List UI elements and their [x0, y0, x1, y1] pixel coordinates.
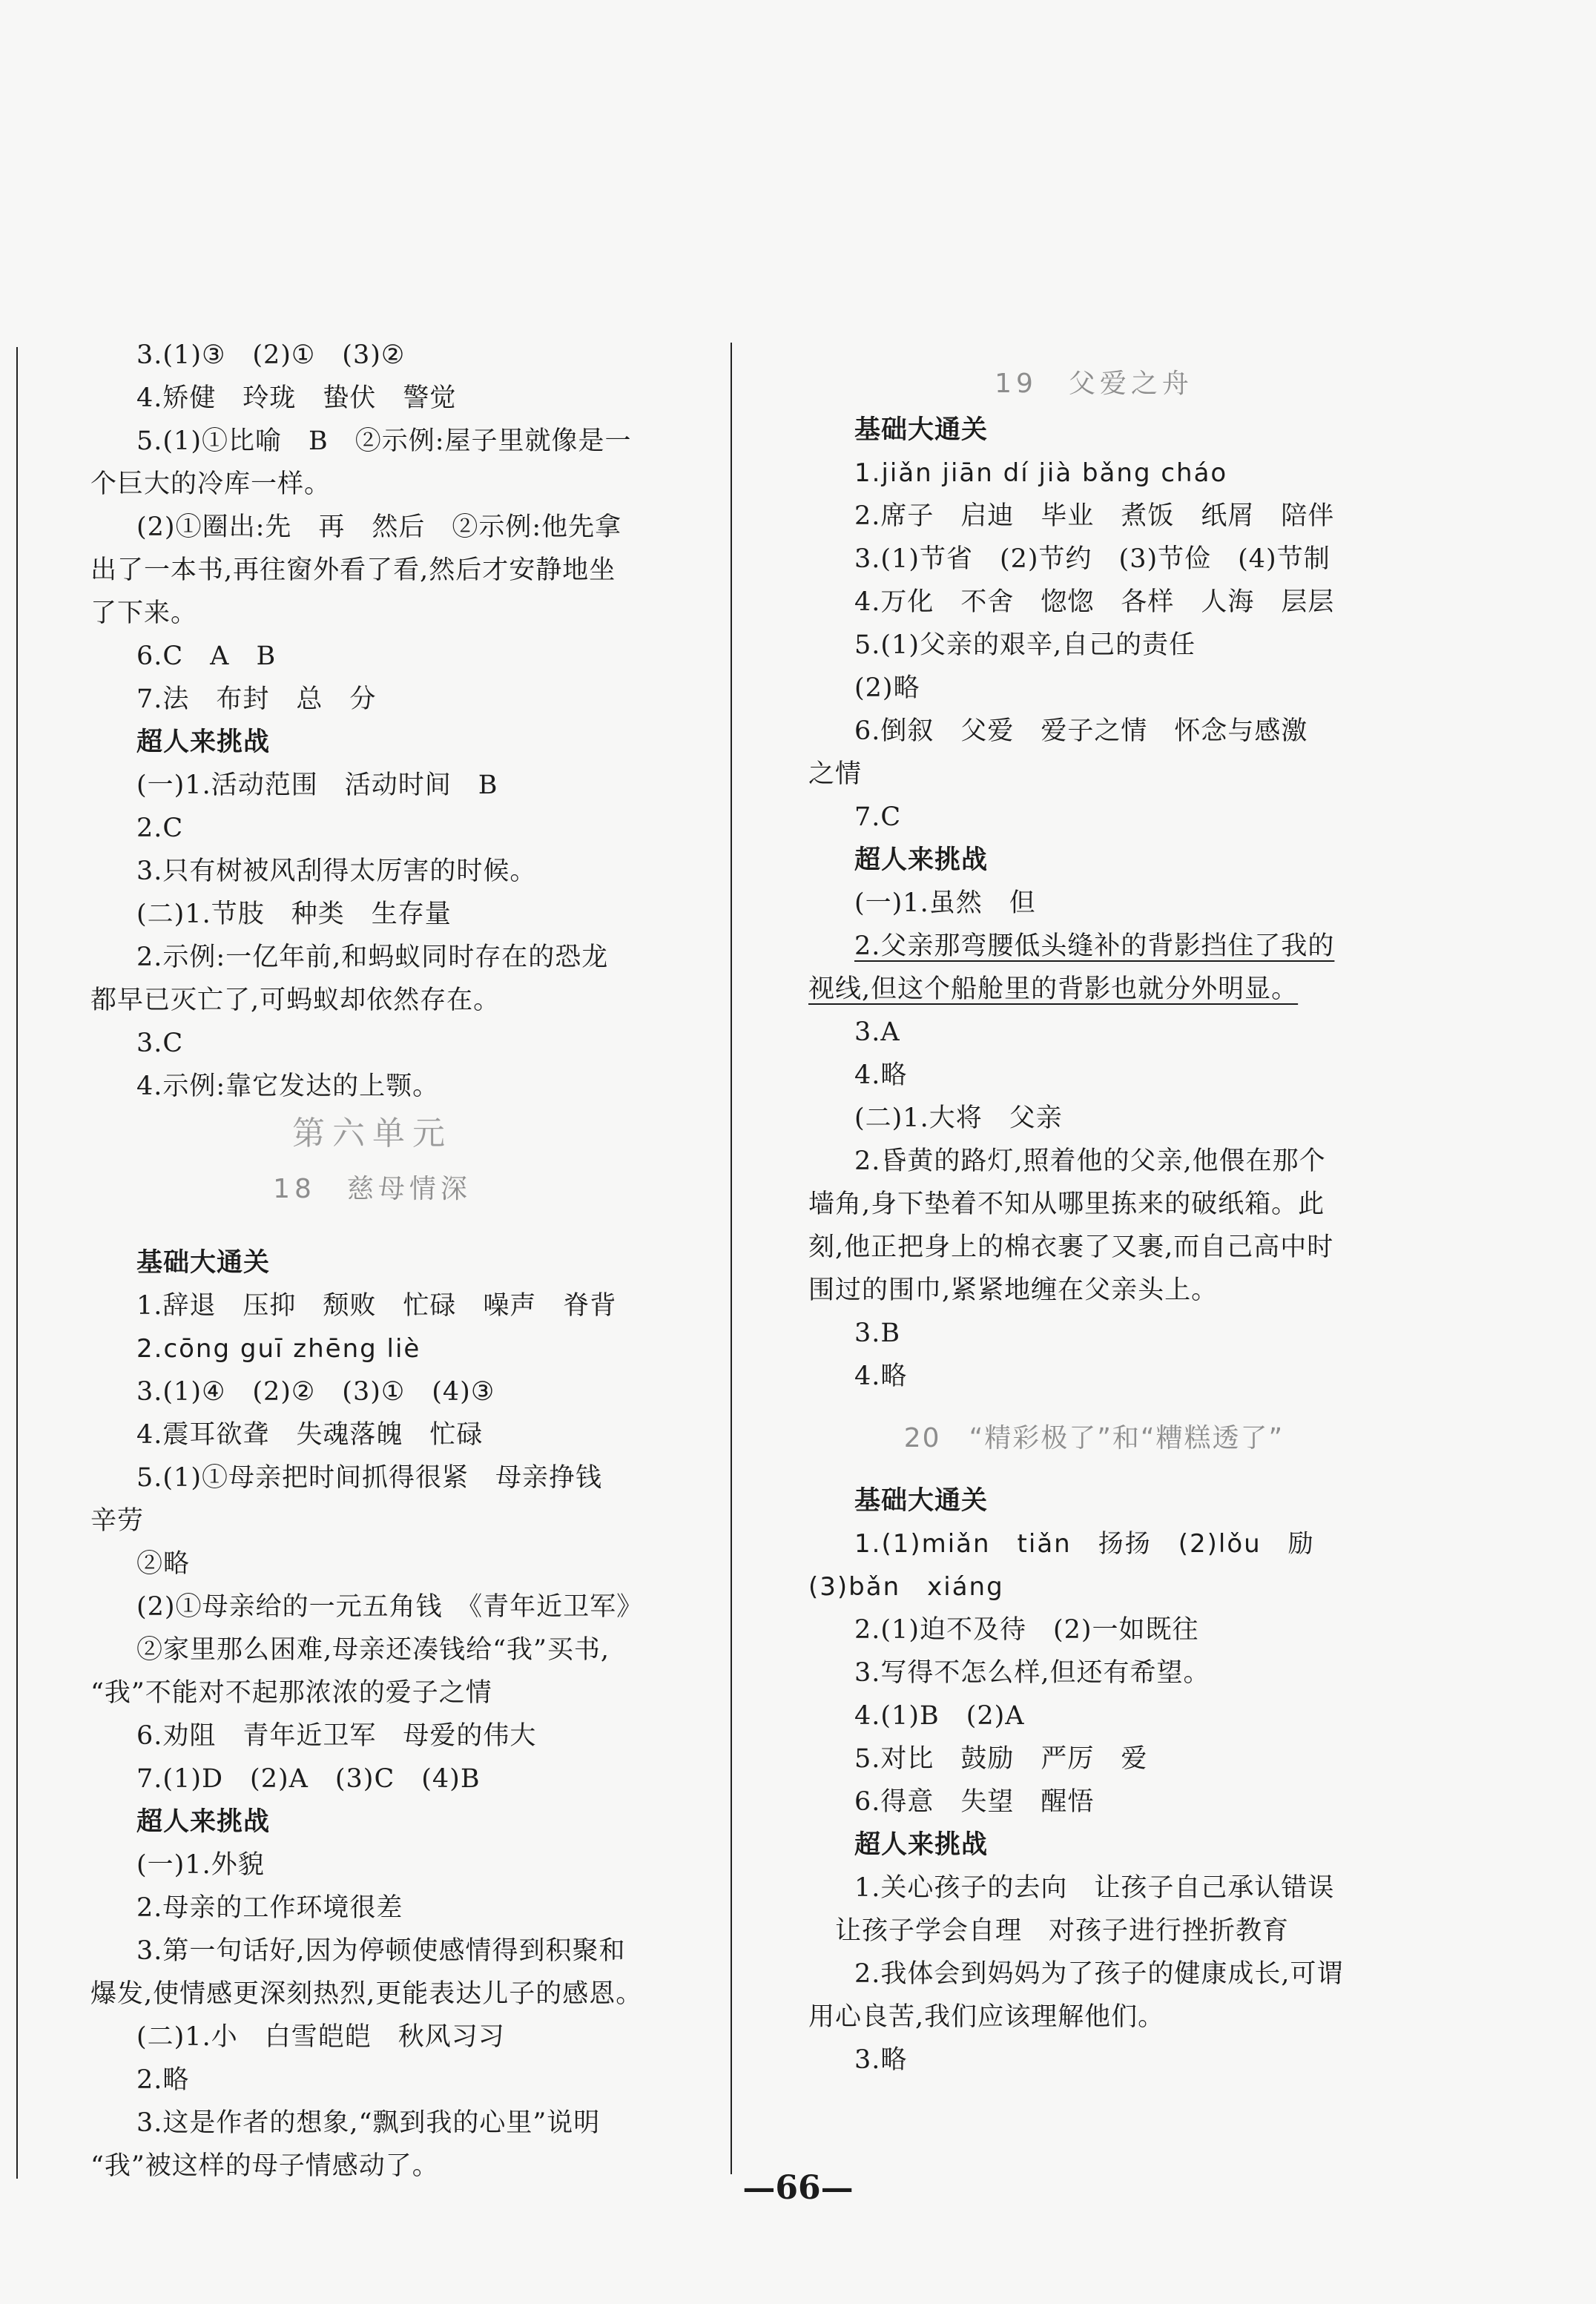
answer-line: 3.这是作者的想象,“飘到我的心里”说明	[136, 2108, 601, 2138]
unit-title: 第六单元	[292, 1115, 452, 1152]
section-heading: 超人来挑战	[854, 845, 989, 875]
answer-line: 1.关心孩子的去向 让孩子自己承认错误	[854, 1873, 1335, 1903]
answer-line: (二)1.节肢 种类 生存量	[136, 900, 452, 929]
answer-line: 3.A	[854, 1017, 900, 1047]
answer-line: 4.略	[854, 1060, 908, 1090]
pinyin-line: 2.cōng guī zhēng liè	[136, 1334, 421, 1364]
answer-line: 3.(1)④ (2)② (3)① (4)③	[136, 1377, 495, 1407]
answer-line: 4.示例:靠它发达的上颚。	[136, 1072, 440, 1101]
lesson-title: 18 慈母情深	[273, 1174, 472, 1204]
answer-line: 3.(1)③ (2)① (3)②	[136, 340, 406, 370]
answer-line: 3.写得不怎么样,但还有希望。	[854, 1658, 1210, 1688]
answer-line: (一)1.活动范围 活动时间 B	[136, 770, 498, 800]
section-heading: 超人来挑战	[136, 1807, 271, 1837]
answer-line: 3.B	[854, 1318, 901, 1348]
answer-line: 3.略	[854, 2045, 908, 2075]
answer-line: 3.第一句话好,因为停顿使感情得到积聚和	[136, 1936, 626, 1966]
answer-line: 2.C	[136, 813, 184, 843]
answer-line: 2.我体会到妈妈为了孩子的健康成长,可谓	[854, 1959, 1344, 1989]
answer-line: 3.只有树被风刮得太厉害的时候。	[136, 856, 537, 886]
answer-line: (二)1.小 白雪皑皑 秋风习习	[136, 2022, 505, 2052]
answer-line: 出了一本书,再往窗外看了看,然后才安静地坐	[90, 555, 616, 585]
answer-line: (一)1.外貌	[136, 1850, 265, 1880]
answer-line: 了下来。	[90, 598, 198, 628]
answer-line: (二)1.大将 父亲	[854, 1103, 1063, 1133]
answer-line: 4.震耳欲聋 失魂落魄 忙碌	[136, 1420, 484, 1450]
answer-line: 2.示例:一亿年前,和蚂蚁同时存在的恐龙	[136, 943, 609, 972]
answer-line: 2.(1)迫不及待 (2)一如既往	[854, 1615, 1199, 1645]
answer-line: 6.C A B	[136, 641, 277, 671]
pinyin-line: 1.jiǎn jiān dí jià bǎng cháo	[854, 458, 1228, 488]
section-heading: 基础大通关	[854, 1486, 989, 1516]
answer-line: 墙角,身下垫着不知从哪里拣来的破纸箱。此	[808, 1189, 1325, 1219]
answer-line: 刻,他正把身上的棉衣裹了又裹,而自己高中时	[808, 1232, 1334, 1262]
answer-line: 6.得意 失望 醒悟	[854, 1787, 1095, 1817]
answer-line: 7.法 布封 总 分	[136, 684, 377, 714]
answer-line: 之情	[808, 759, 863, 789]
answer-line: 7.C	[854, 802, 902, 832]
answer-line: 4.(1)B (2)A	[854, 1701, 1025, 1731]
answer-line: 7.(1)D (2)A (3)C (4)B	[136, 1764, 481, 1794]
answer-line: ②略	[136, 1549, 191, 1579]
answer-line: 围过的围巾,紧紧地缠在父亲头上。	[808, 1275, 1219, 1305]
answer-line: ②家里那么困难,母亲还凑钱给“我”买书,	[136, 1635, 610, 1665]
answer-line: 5.对比 鼓励 严厉 爱	[854, 1744, 1148, 1774]
answer-line: 个巨大的冷库一样。	[90, 469, 332, 499]
lesson-title: 19 父爱之舟	[995, 369, 1193, 399]
section-heading: 超人来挑战	[854, 1830, 989, 1860]
answer-line: 2.略	[136, 2065, 190, 2095]
page-number: —66—	[742, 2169, 854, 2207]
column-divider-rule	[731, 343, 732, 2174]
section-heading: 基础大通关	[136, 1248, 271, 1278]
answer-line: 都早已灭亡了,可蚂蚁却依然存在。	[90, 986, 501, 1015]
answer-line: 让孩子学会自理 对孩子进行挫折教育	[835, 1916, 1290, 1946]
lesson-title: 20 “精彩极了”和“糟糕透了”	[903, 1423, 1285, 1453]
answer-line: 3.C	[136, 1029, 184, 1058]
answer-line: 辛劳	[90, 1506, 145, 1536]
answer-line: 爆发,使情感更深刻热烈,更能表达儿子的感恩。	[90, 1979, 643, 2009]
left-margin-rule	[16, 347, 18, 2179]
answer-line: 4.略	[854, 1361, 908, 1391]
left-column	[90, 334, 654, 2188]
right-column	[808, 360, 1379, 2082]
answer-line: 5.(1)①比喻 B ②示例:屋子里就像是一	[136, 426, 632, 456]
answer-line: 5.(1)父亲的艰辛,自己的责任	[854, 630, 1196, 660]
answer-line: (2)略	[854, 673, 920, 703]
section-heading: 基础大通关	[854, 415, 989, 445]
answer-line: 2.昏黄的路灯,照着他的父亲,他偎在那个	[854, 1146, 1326, 1176]
answer-line: (一)1.虽然 但	[854, 888, 1036, 918]
answer-line: 6.倒叙 父爱 爱子之情 怀念与感激	[854, 716, 1308, 746]
answer-line: (2)①圈出:先 再 然后 ②示例:他先拿	[136, 512, 622, 542]
answer-line: “我”被这样的母子情感动了。	[90, 2151, 439, 2181]
answer-line: 2.母亲的工作环境很差	[136, 1893, 403, 1923]
answer-line: 1.辞退 压抑 颓败 忙碌 噪声 脊背	[136, 1291, 617, 1321]
section-heading: 超人来挑战	[136, 727, 271, 757]
answer-line: 用心良苦,我们应该理解他们。	[808, 2002, 1165, 2032]
answer-line: (2)①母亲给的一元五角钱 《青年近卫军》	[136, 1592, 644, 1622]
answer-line: 3.(1)节省 (2)节约 (3)节俭 (4)节制	[854, 544, 1330, 574]
answer-line: 4.万化 不舍 惚惚 各样 人海 层层	[854, 587, 1335, 617]
answer-line: 2.席子 启迪 毕业 煮饭 纸屑 陪伴	[854, 501, 1335, 531]
underlined-answer-line: 视线,但这个船舱里的背影也就分外明显。	[808, 974, 1299, 1004]
pinyin-line: (3)bǎn xiáng	[808, 1572, 1004, 1602]
answer-line: 5.(1)①母亲把时间抓得很紧 母亲挣钱	[136, 1463, 602, 1493]
answer-line: “我”不能对不起那浓浓的爱子之情	[90, 1678, 492, 1708]
answer-line: 4.矫健 玲珑 蛰伏 警觉	[136, 383, 457, 413]
pinyin-line: 1.(1)miǎn tiǎn 扬扬 (2)lǒu 励	[854, 1529, 1315, 1559]
answer-line: 6.劝阻 青年近卫军 母爱的伟大	[136, 1721, 537, 1751]
underlined-answer-line: 2.父亲那弯腰低头缝补的背影挡住了我的	[854, 931, 1335, 961]
